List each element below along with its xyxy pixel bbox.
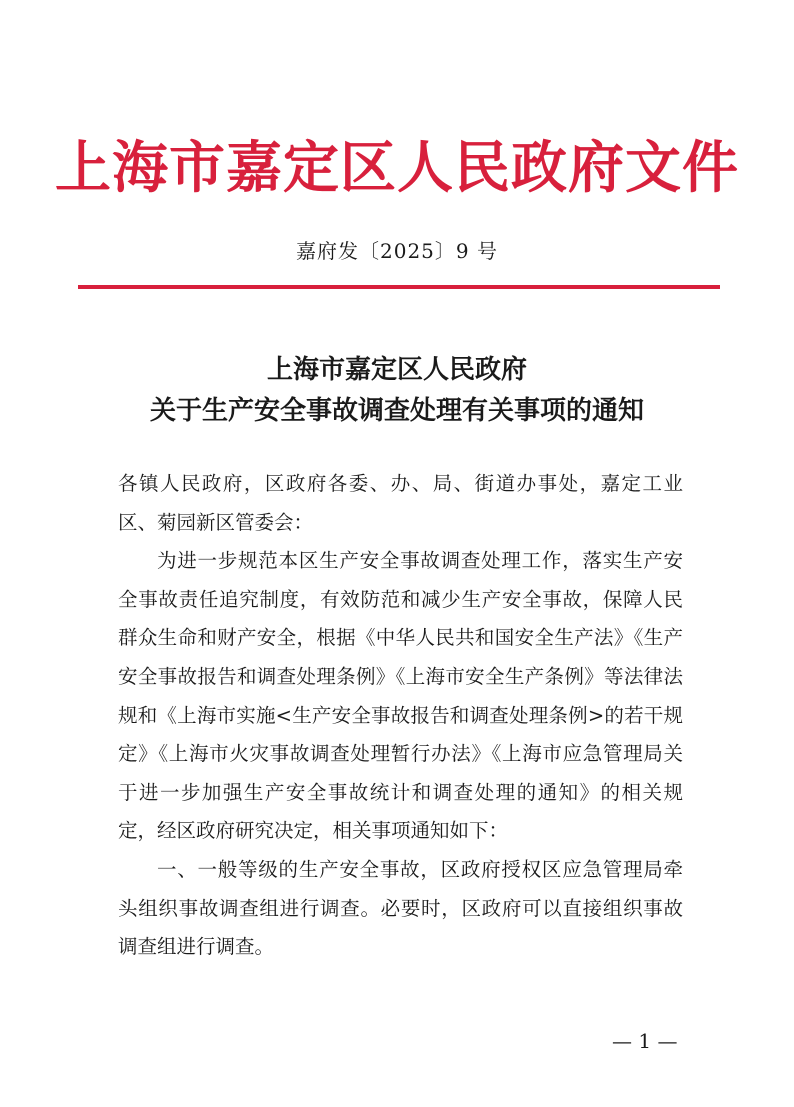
body-paragraph-2: 一、一般等级的生产安全事故，区政府授权区应急管理局牵头组织事故调查组进行调查。必要时，区政府可以直接组织事故调查组进行调查。 [118,857,683,959]
body-paragraph-1: 为进一步规范本区生产安全事故调查处理工作，落实生产安全事故责任追究制度，有效防范和减少生产安全事故，保障人民群众生命和财产安全，根据《中华人民共和国安全生产法》《生产安全事故报告和调查处理条例》《上海市安全生产条例》等法律法规和《上海市实施<生产安全事故报告和调查处理条例>的若干规定》《上海市火灾事故调查处理暂行办法》《上海市应急管理局关于进一步加强生产安全事故统计和调查处理的通知》的相关规定，经区政府研究决定，相关事项通知如下： [118,549,683,843]
salutation: 各镇人民政府，区政府各委、办、局、街道办事处，嘉定工业区、菊园新区管委会： [118,472,683,534]
document-title-line-1: 上海市嘉定区人民政府 [266,355,527,385]
document-body [118,465,683,967]
document-number: 嘉府发〔2025〕9 号 [296,239,498,263]
document-masthead: 上海市嘉定区人民政府文件 [55,135,739,201]
page-number: — 1 — [612,1029,678,1053]
red-divider-line [78,285,720,289]
document-title-line-2: 关于生产安全事故调查处理有关事项的通知 [149,396,644,426]
